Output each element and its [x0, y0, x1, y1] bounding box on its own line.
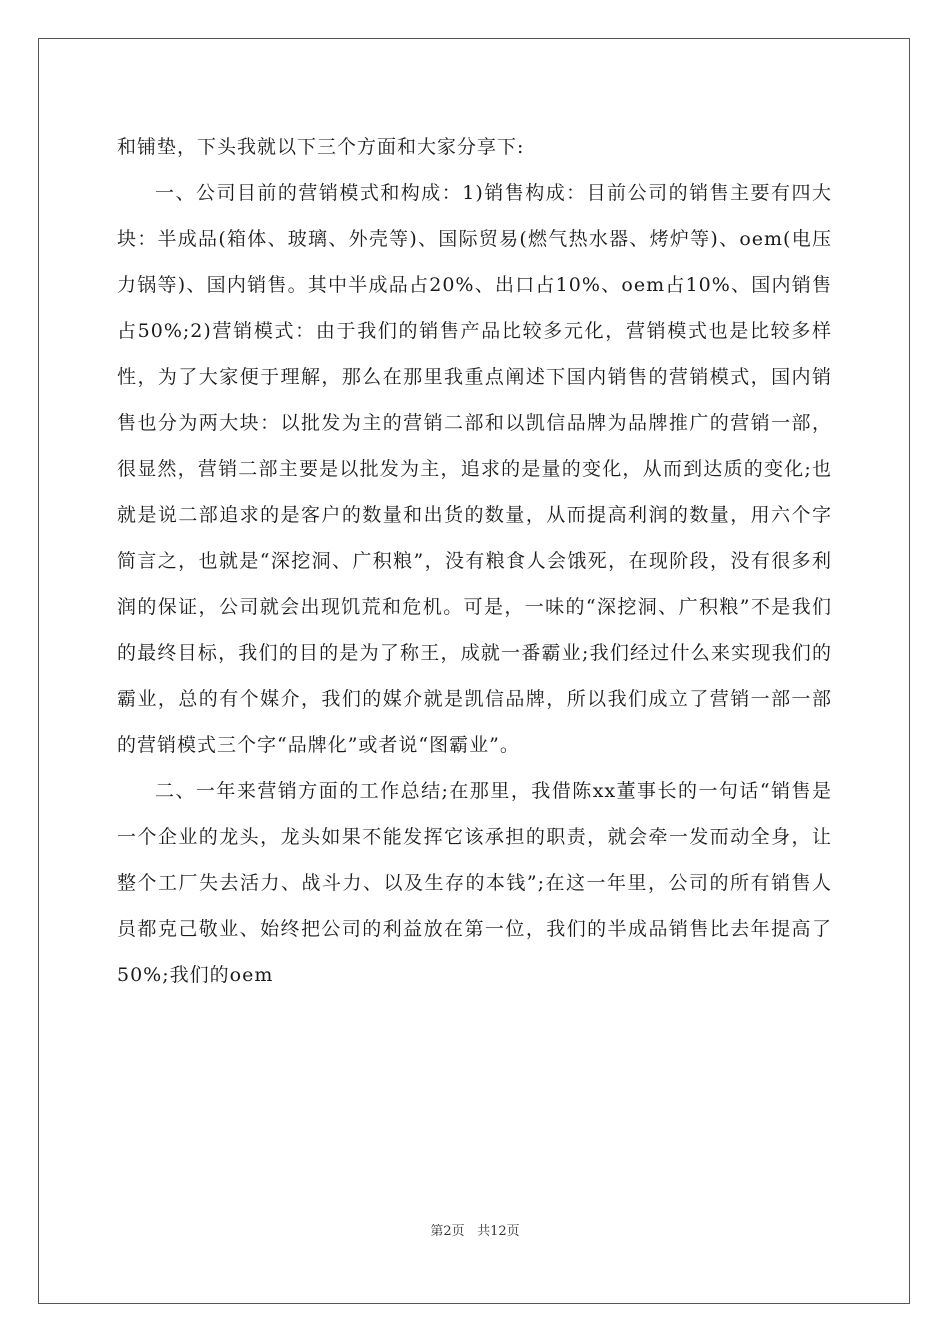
page-footer: [0, 1220, 950, 1239]
paragraph-work-summary: 二、一年来营销方面的工作总结;在那里，我借陈xx董事长的一句话“销售是一个企业的龙头，龙头如果不能发挥它该承担的职责，就会牵一发而动全身，让整个工厂失去活力、战斗力、以及生存的本钱”;在这一年里，公司的所有销售人员都克己敬业、始终把公司的利益放在第一位，我们的半成品销售比去年提高了50%;我们的oem: [117, 780, 832, 986]
paragraph-intro: 和铺垫，下头我就以下三个方面和大家分享下:: [117, 136, 525, 158]
paragraph-marketing-model: 一、公司目前的营销模式和构成：1)销售构成：目前公司的销售主要有四大块：半成品(箱体、玻璃、外壳等)、国际贸易(燃气热水器、烤炉等)、oem(电压力锅等)、国内销售。其中半成品占20%、出口占10%、oem占10%、国内销售占50%;2)营销模式：由于我们的销售产品比较多元化，营销模式也是比较多样性，为了大家便于理解，那么在那里我重点阐述下国内销售的营销模式，国内销售也分为两大块：以批发为主的营销二部和以凯信品牌为品牌推广的营销一部，很显然，营销二部主要是以批发为主，追求的是量的变化，从而到达质的变化;也就是说二部追求的是客户的数量和出货的数量，从而提高利润的数量，用六个字简言之，也就是“深挖洞、广积粮”，没有粮食人会饿死，在现阶段，没有很多利润的保证，公司就会出现饥荒和危机。可是，一味的“深挖洞、广积粮”不是我们的最终目标，我们的目的是为了称王，成就一番霸业;我们经过什么来实现我们的霸业，总的有个媒介，我们的媒介就是凯信品牌，所以我们成立了营销一部一部的营销模式三个字“品牌化”或者说“图霸业”。: [117, 182, 832, 756]
document-body: [117, 124, 832, 998]
page-number: 第2页: [430, 1224, 465, 1239]
page-total: 共12页: [477, 1224, 520, 1239]
